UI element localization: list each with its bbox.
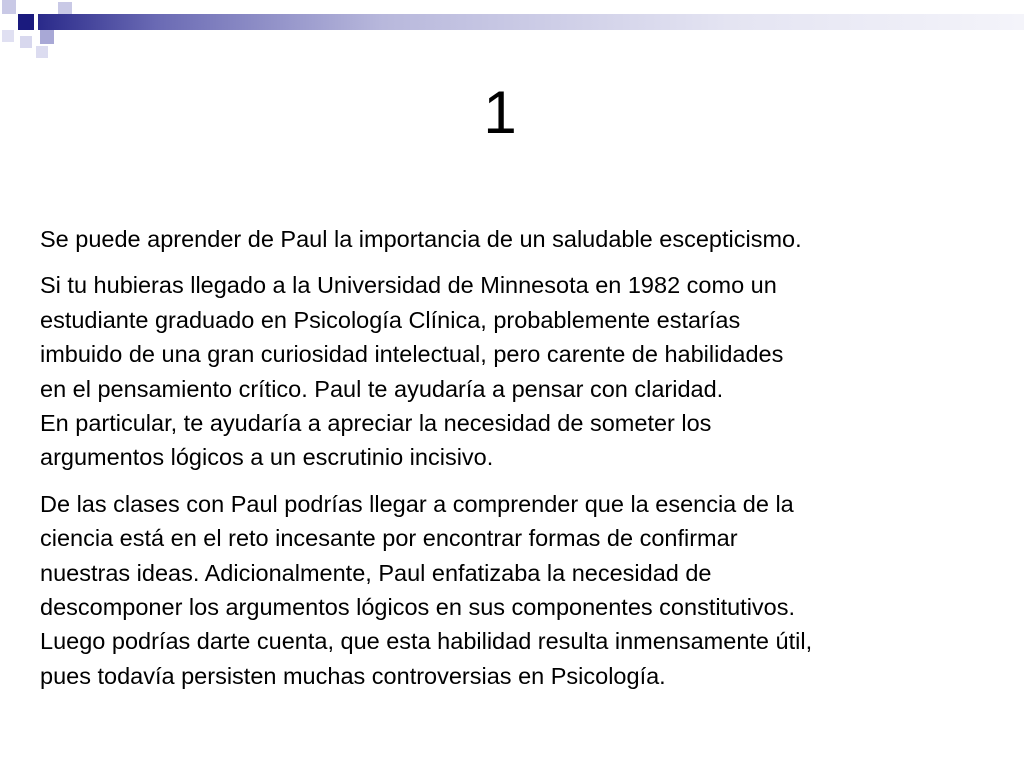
paragraph-line: ciencia está en el reto incesante por encontrar formas de confirmar xyxy=(40,525,738,552)
deco-square-mid-1 xyxy=(40,30,54,44)
slide-body xyxy=(40,222,1000,705)
deco-square-light-2 xyxy=(58,2,72,14)
paragraph-line: nuestras ideas. Adicionalmente, Paul enfatizaba la necesidad de xyxy=(40,559,712,586)
paragraph-line: pues todavía persisten muchas controversias en Psicología. xyxy=(40,662,666,689)
paragraph-line: argumentos lógicos a un escrutinio incisivo. xyxy=(40,444,494,471)
deco-square-light-4 xyxy=(36,46,48,58)
header-gradient-bar xyxy=(38,14,1024,30)
deco-square-light-3 xyxy=(20,36,32,48)
paragraph-line: En particular, te ayudaría a apreciar la necesidad de someter los xyxy=(40,410,712,437)
paragraph-line: De las clases con Paul podrías llegar a comprender que la esencia de la xyxy=(40,490,794,517)
paragraph-line: Luego podrías darte cuenta, que esta habilidad resulta inmensamente útil, xyxy=(40,628,813,655)
paragraph-line: imbuido de una gran curiosidad intelectual, pero carente de habilidades xyxy=(40,341,784,368)
deco-square-navy-1 xyxy=(18,14,34,30)
paragraph-line: en el pensamiento crítico. Paul te ayudaría a pensar con claridad. xyxy=(40,375,724,402)
paragraph-line: Si tu hubieras llegado a la Universidad de Minnesota en 1982 como un xyxy=(40,272,777,299)
paragraph-line: descomponer los argumentos lógicos en sus componentes constitutivos. xyxy=(40,594,796,621)
paragraph-3 xyxy=(40,487,1000,693)
slide-title: 1 xyxy=(483,79,517,146)
header-decoration xyxy=(0,0,1024,60)
paragraph-line: estudiante graduado en Psicología Clínica, probablemente estarías xyxy=(40,306,741,333)
paragraph-1 xyxy=(40,222,1000,256)
deco-square-light-1 xyxy=(2,0,16,14)
paragraph-line: Se puede aprender de Paul la importancia de un saludable escepticismo. xyxy=(40,226,802,252)
paragraph-2 xyxy=(40,268,1000,474)
deco-square-light-5 xyxy=(2,30,14,42)
